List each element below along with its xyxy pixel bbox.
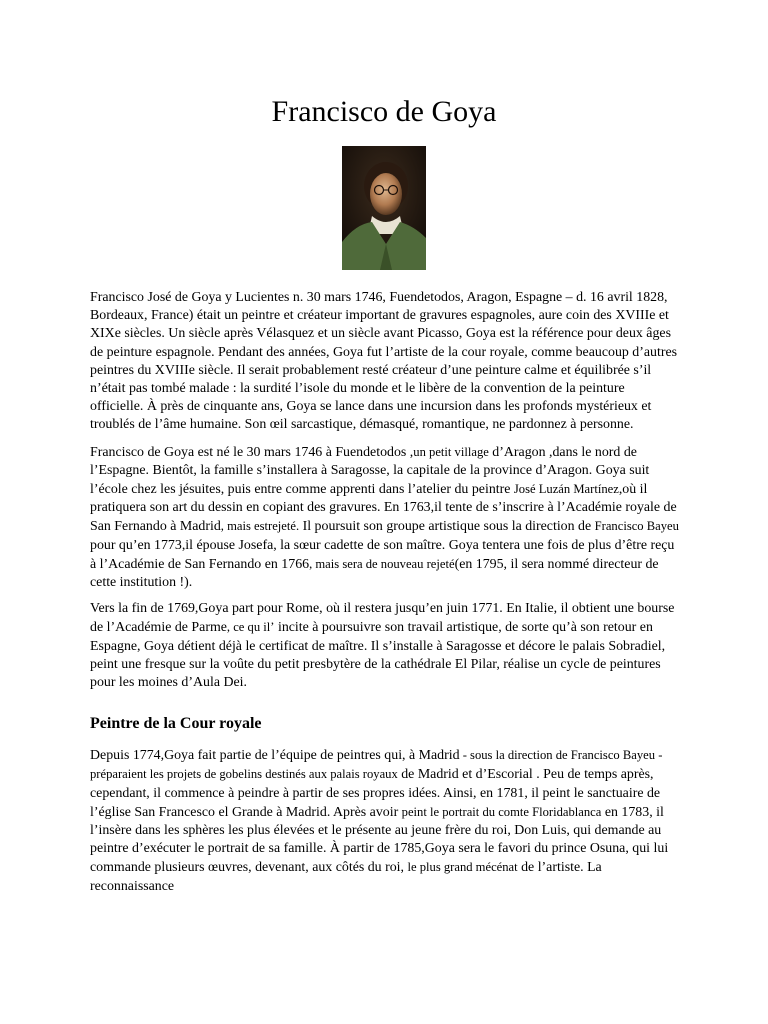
text-run: pour qu’en 1773,il épouse Josefa, la sœur cadette de son maître. Goya tentera une fois de plus d’être reçu à l’Académie de San Fernando en 1766 bbox=[90, 537, 675, 572]
text-run: José Luzán Martínez bbox=[513, 482, 619, 497]
text-run: , mais estrejeté. bbox=[220, 519, 300, 534]
section-heading: Peintre de la Cour royale bbox=[90, 715, 262, 733]
text-run: en 1783, il l’insère dans les sphères les plus élevées et le présente au jeune frère du roi, Don Luis, qui demande au peintre d’exécuter le portrait de sa famille. À partir de 1785,Goya sera le favori du prince Osuna, qui lui commande plusieurs œuvres, devenant, aux côtés du roi, bbox=[90, 804, 669, 876]
text-run: ,où il pratiquera son art du dessin en copiant des gravures. En 1763,il tente de s’inscrire à l’Académie royale de San Fernando à Madrid bbox=[90, 482, 677, 535]
text-run: incite à poursuivre son travail artistique, de sorte qu’à son retour en Espagne, Goya détient déjà le certificat de maître. Il s’installe à Saragosse et décore le palais Sobradiel, peint une fresque sur la voûte du petit presbytère de la cathédrale El Pilar, réalise un cycle de peintures pour les moines d’Aula Dei. bbox=[90, 620, 666, 691]
text-run: Francisco de Goya est né le 30 mars 1746 à Fuendetodos , bbox=[90, 444, 414, 460]
page-title: Francisco de Goya bbox=[271, 95, 497, 128]
paragraph-1: Francisco José de Goya y Lucientes n. 30 mars 1746, Fuendetodos, Aragon, Espagne – d. 16 avril 1828, Bordeaux, France) était un peintre et créateur important de gravures espagnoles, aure coin des XVIIIe et XIXe siècles. Un siècle après Vélasquez et un siècle avant Picasso, Goya est la référence pour deux âges de peinture espagnole. Pendant des années, Goya fut l’artiste de la cour royale, comme beaucoup d’autres peintres du XVIIIe siècle. Il serait probablement resté créateur d’une peinture calme et équilibrée s’il n’était pas tombé malade : la surdité l’isole du monde et le libère de la convention de la peinture officielle. À près de cinquante ans, Goya se lance dans une incursion dans les profonds mystérieux et troublés de l’âme humaine. Son œil sarcastique, démasqué, romantique, ne pardonnez à personne. bbox=[90, 290, 678, 433]
text-run: , mais sera de nouveau rejeté bbox=[309, 556, 455, 571]
text-run: peint le portrait du comte Floridablanca bbox=[401, 804, 602, 819]
text-run: Francisco Bayeu bbox=[594, 519, 679, 534]
text-run: , ce qu il’ bbox=[226, 620, 275, 635]
text-run: Vers la fin de 1769,Goya part pour Rome, où il restera jusqu’en juin 1771. En Italie, il obtient une bourse de l’Académie de Parme bbox=[90, 601, 675, 636]
portrait-icon bbox=[342, 146, 426, 270]
paragraph-3 bbox=[90, 600, 680, 692]
text-run: de Madrid et d’Escorial . Peu de temps après, cependant, il commence à peindre à partir de ses propres idées. Ainsi, en 1781, il peint le sanctuaire de l’église San Francesco el Grande à Madrid. Après avoir bbox=[90, 767, 661, 820]
text-run: de l’artiste. La reconnaissance bbox=[90, 860, 602, 894]
article-body bbox=[90, 289, 680, 904]
text-run: Depuis 1774,Goya fait partie de l’équipe de peintres qui, à Madrid bbox=[90, 748, 460, 764]
text-run: d’Aragon ,dans le nord de l’Espagne. Bientôt, la famille s’installera à Saragosse, la capitale de la province d’Aragon. Goya suit l’école chez les jésuites, puis entre comme apprenti dans l’atelier du peintre bbox=[90, 444, 650, 498]
text-run: un petit village bbox=[413, 444, 489, 459]
text-run: le plus grand mécénat bbox=[407, 860, 518, 875]
paragraph-2 bbox=[90, 443, 680, 593]
text-run: (en 1795, il sera nommé directeur de cette institution !). bbox=[90, 556, 659, 591]
paragraph-4 bbox=[90, 746, 680, 896]
text-run: - sous la direction de Francisco Bayeu - préparaient les projets de gobelins destinés aux palais royaux bbox=[90, 748, 663, 782]
text-run: Il poursuit son groupe artistique sous la direction de bbox=[299, 519, 595, 535]
goya-portrait-image bbox=[342, 146, 426, 270]
